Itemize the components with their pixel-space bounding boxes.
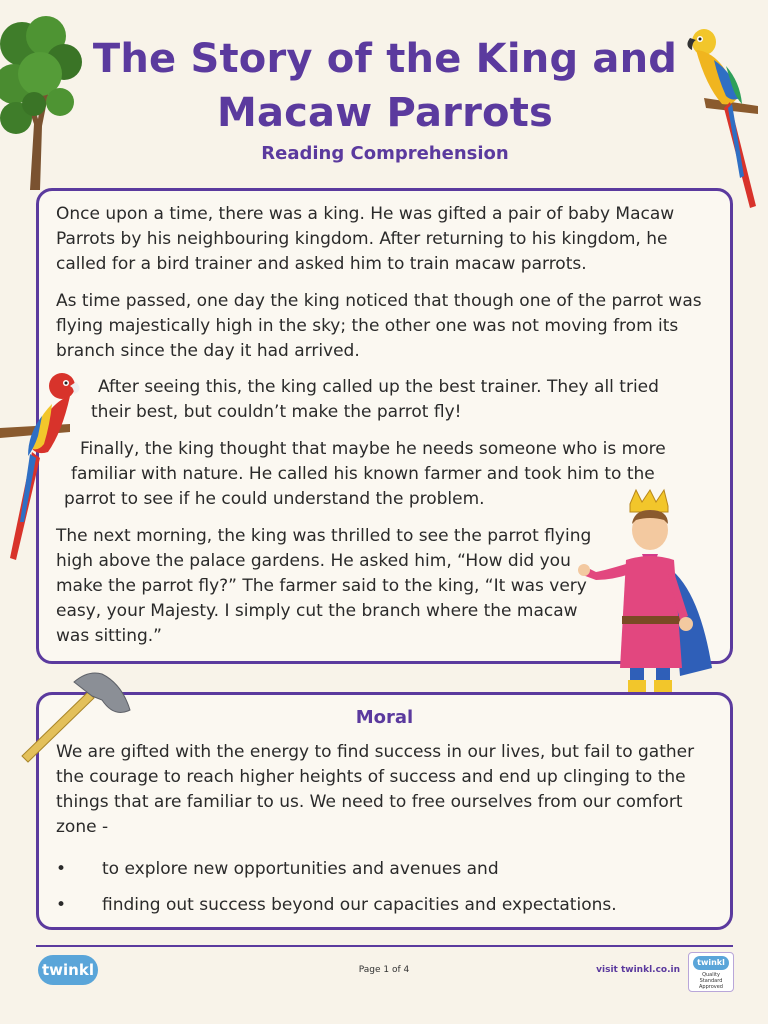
visit-link[interactable]: visit twinkl.co.in: [596, 965, 680, 975]
moral-bullet-2-text: finding out success beyond our capacities and expectations.: [102, 895, 617, 915]
king-icon: [576, 490, 716, 692]
story-paragraph-3-line-1: After seeing this, the king called up the best trainer. They all tried: [98, 377, 659, 397]
footer-divider: [36, 945, 733, 947]
page-title: The Story of the King and Macaw Parrots: [92, 36, 678, 136]
parrot-icon: [0, 372, 86, 562]
tree-icon: [0, 14, 84, 190]
story-paragraph-2: As time passed, one day the king noticed that though one of the parrot was flying majestically high in the sky; the other one was not moving from its branch since the day it had arrived.: [56, 291, 702, 361]
moral-title: Moral: [355, 707, 414, 728]
story-paragraph-1: Once upon a time, there was a king. He was gifted a pair of baby Macaw Parrots by his neighbouring kingdom. After returning to his kingdom, he called for a bird trainer and asked him to train macaw parrots.: [56, 204, 675, 274]
twinkl-logo[interactable]: twinkl: [38, 955, 98, 985]
story-paragraph-3-line-2: their best, but couldn’t make the parrot fly!: [91, 402, 462, 422]
moral-text: We are gifted with the energy to find success in our lives, but fail to gather the courage to reach higher heights of success and end up clinging to the things that are familiar to us. We need to free ourselves from our comfort zone -: [56, 742, 695, 837]
page-subtitle: Reading Comprehension: [261, 143, 509, 164]
moral-bullet-1-text: to explore new opportunities and avenues and: [102, 859, 499, 879]
page-number: Page 1 of 4: [358, 965, 410, 975]
badge-text: Quality Standard Approved: [699, 972, 723, 990]
story-paragraph-5: The next morning, the king was thrilled to see the parrot flying high above the palace gardens. He asked him, “How did you make the parrot fly?” The farmer said to the king, “It was very easy, your Majesty. I simply cut the branch where the macaw was sitting.”: [56, 526, 592, 646]
bullet-dot: •: [56, 859, 67, 879]
bullet-dot: •: [56, 895, 67, 915]
badge-title: twinkl: [693, 956, 729, 970]
story-paragraph-4-line-1: Finally, the king thought that maybe he needs someone who is more: [80, 439, 666, 459]
story-paragraph-4-line-2: familiar with nature. He called his known farmer and took him to the: [71, 464, 655, 484]
quality-badge: [688, 952, 734, 992]
story-paragraph-3: [56, 375, 716, 425]
story-paragraph-4-line-3: parrot to see if he could understand the problem.: [64, 489, 485, 509]
